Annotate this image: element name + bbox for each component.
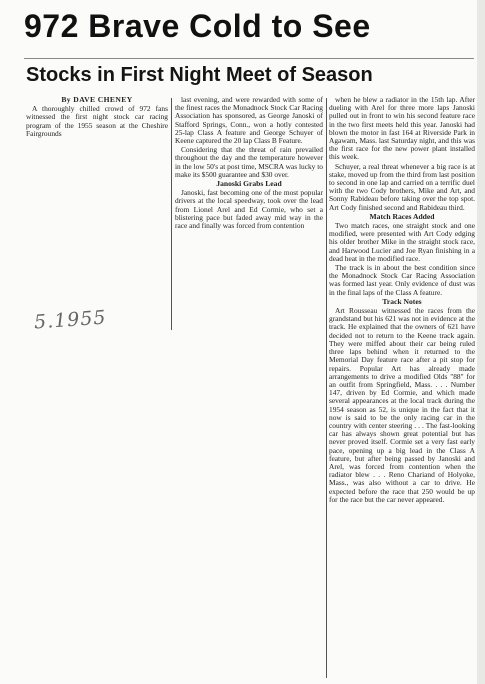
article-column-2 [175, 96, 323, 336]
article-column-1 [26, 96, 168, 146]
paragraph: Art Rousseau witnessed the races from the grandstand but his 621 was not in evidence at the track. He explained that the owners of 621 have decided not to return to the Keene track again. They were miffed about their car being ruled three laps behind when it returned to the Memorial Day feature race after a pit stop for repairs. Popular Art has already made arrangements to drive a modified Olds "88" for an outfit from Springfield, Mass. . . . Number 147, driven by Ed Cormie, and which made several appearances at the local track during the 1954 season as 52, is unique in the fact that it now is said to be the only racing car in the country with center steering . . . The fast-looking car has always shown great potential but has never proved itself. Cormie set a very fast early pace, opening up a big lead in the Class A feature, but after being passed by Janoski and Arel, was forced from contention when the radiator blew . . . Reno Chariand of Holyoke, Mass., was also without a car to drive. He expected before the race that 250 would be up for the race but the car never appeared. [329, 306, 475, 504]
subheadline: Stocks in First Night Meet of Season [26, 64, 373, 86]
column-divider [171, 98, 172, 330]
section-subhead: Match Races Added [369, 211, 435, 221]
page-edge [477, 0, 485, 684]
headline: 972 Brave Cold to See [24, 8, 371, 44]
paragraph: Two match races, one straight stock and one modified, were presented with Art Cody edging his older brother Mike in the straight stock race, and Harwood Lucier and Joe Ryan finishing in a dead heat in the modified race. [329, 221, 475, 263]
paragraph: Considering that the threat of rain prevailed throughout the day and the temperature however in the low 50's at post time, MSCRA was lucky to make its $500 guarantee and $30 over. [175, 145, 323, 179]
article-column-3 [329, 96, 475, 680]
column-divider [326, 98, 327, 678]
byline: By DAVE CHENEY [61, 96, 133, 104]
paragraph: Janoski, fast becoming one of the most popular drivers at the local speedway, took over the lead from Lionel Arel and Ed Cormie, who set a blistering pace but faded away mid way in the race and finally was forced from contention [175, 188, 323, 231]
section-subhead: Janoski Grabs Lead [216, 179, 282, 189]
paragraph: The track is in about the best condition since the Monadnock Stock Car Racing Association was formed last year. Only evidence of dust was in the final laps of the Class A feature. [329, 263, 475, 297]
handwritten-date: 5.1955 [33, 306, 108, 334]
paragraph: last evening, and were rewarded with some of the finest races the Monadnock Stock Car Racing Association has sponsored, as George Janoski of Stafford Springs, Conn., won a hotly contested 25-lap Class A feature and George Schuyer of Keene captured the 20 lap Class B Feature. [175, 96, 323, 146]
paragraph: Schuyer, a real threat whenever a big race is at stake, moved up from the third from last position to second in one lap and carried on a terrific duel with the two Cody brothers, Mike and Art, and Sonny Rabideau before taking over the top spot. Art Cody finished second and Rabideau third. [329, 161, 475, 212]
section-subhead: Track Notes [382, 296, 422, 306]
paragraph: A thoroughly chilled crowd of 972 fans witnessed the first night stock car racing program of the 1955 season at the Cheshire Fairgrounds [26, 104, 168, 138]
paragraph: when he blew a radiator in the 15th lap. After dueling with Arel for three more laps Janoski pulled out in front to win his second feature race in the two first meets held this year. Janoski had blown the motor in fast 164 at Riverside Park in Agawam, Mass. last Saturday night, and this was the first race for the new power plant installed this week. [329, 96, 475, 162]
headline-rule [24, 58, 474, 59]
